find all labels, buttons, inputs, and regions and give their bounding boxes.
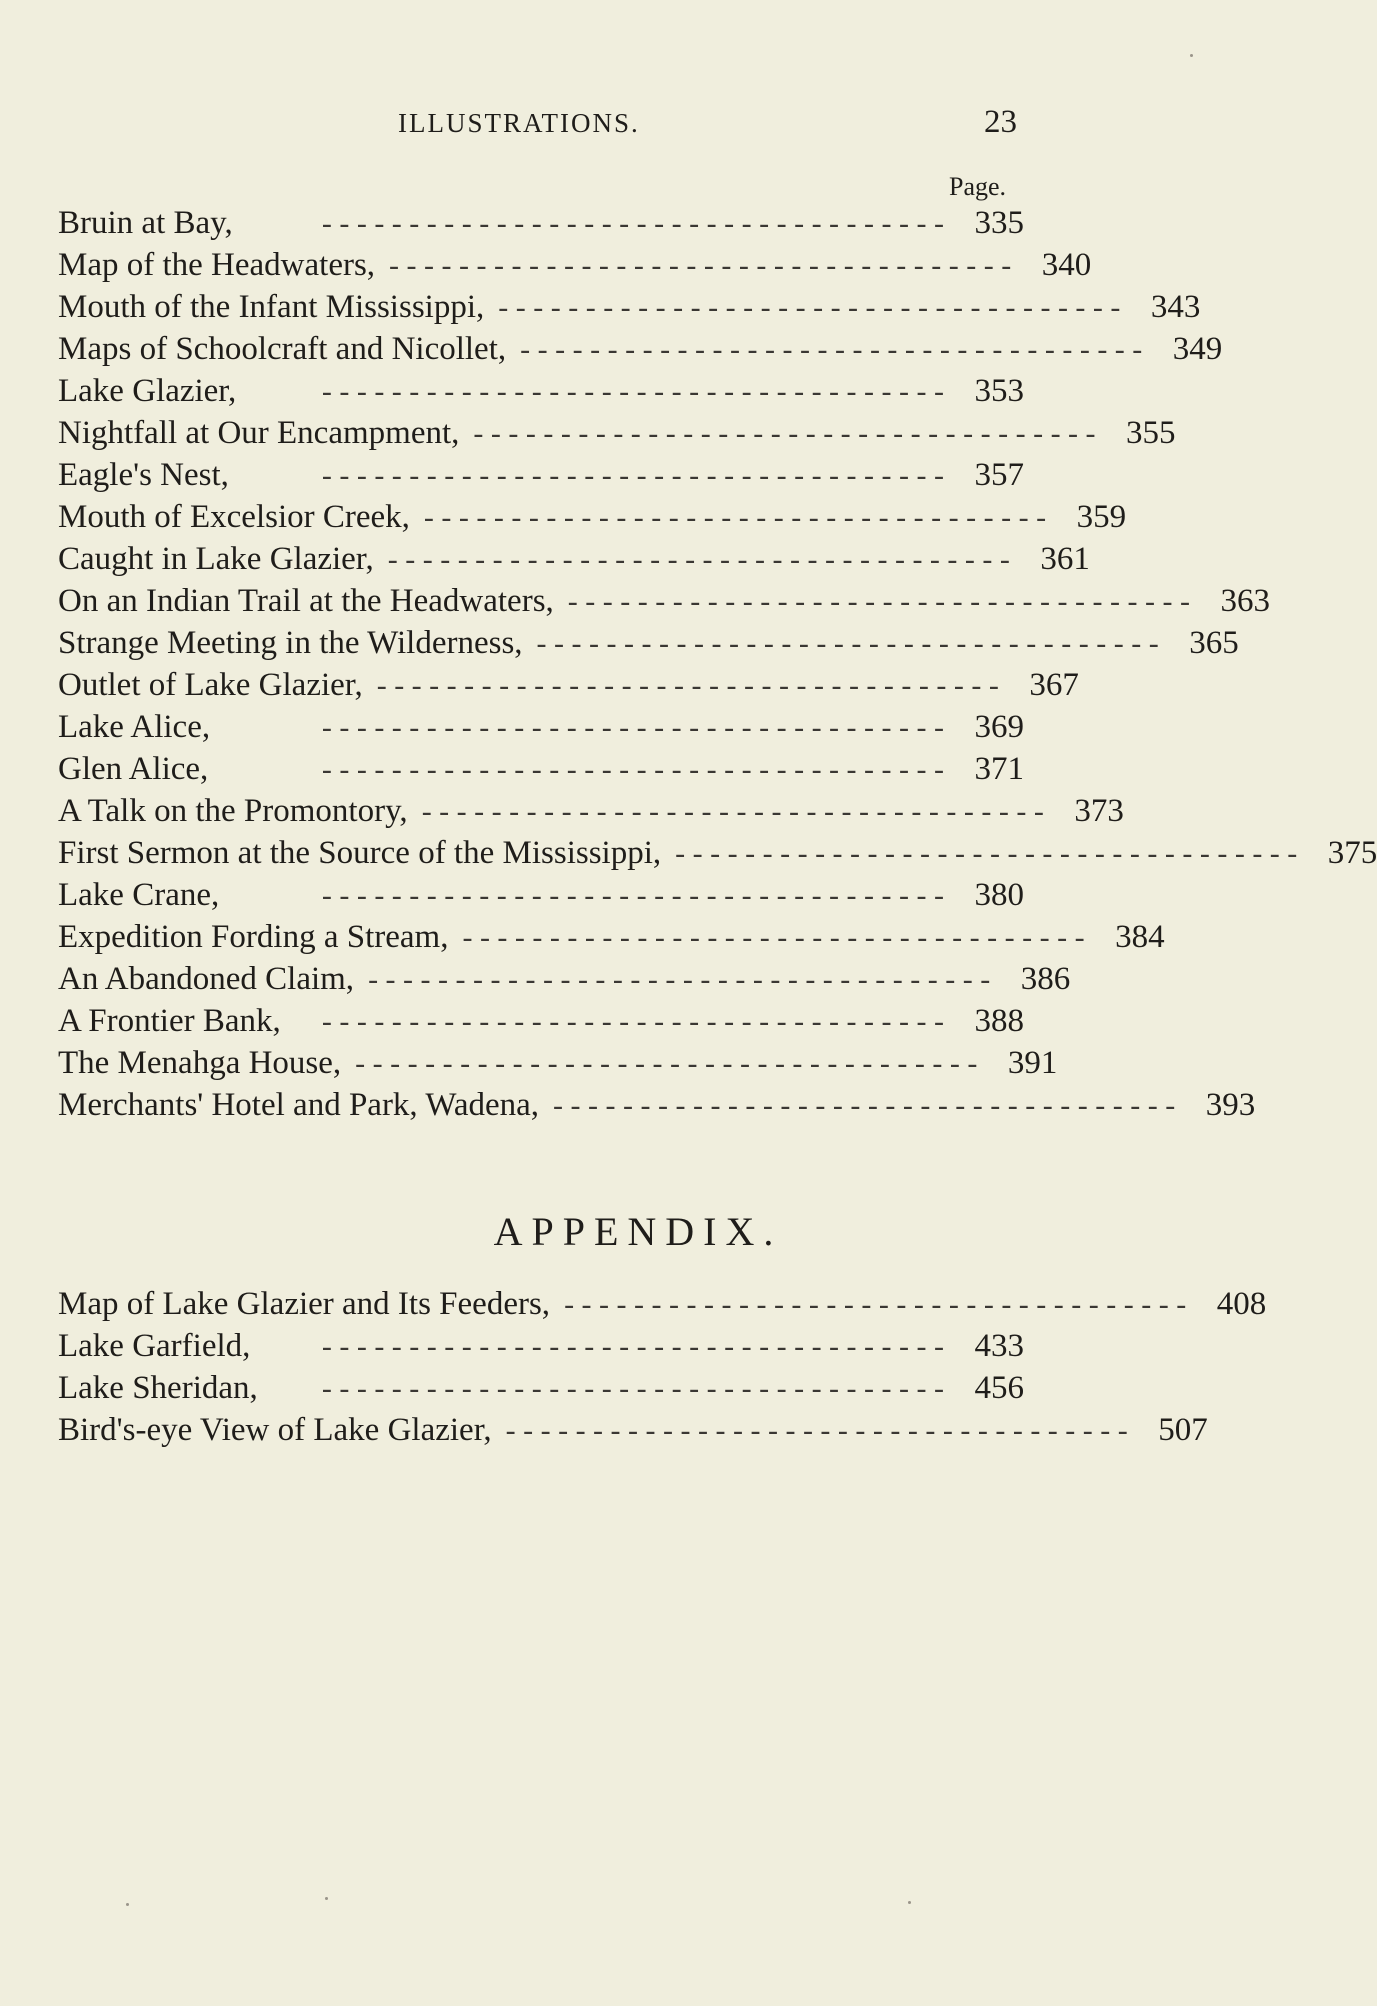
entry-title: Bird's-eye View of Lake Glazier, bbox=[58, 1412, 492, 1448]
paper-speck bbox=[126, 1903, 129, 1906]
entry-title: A Frontier Bank, bbox=[58, 1003, 281, 1039]
dot-leader: - - - - - - - - - - - - - - - - - - - - - - - - - - - - - - - - - - - - bbox=[321, 1372, 944, 1405]
list-item bbox=[58, 370, 1024, 412]
dot-leader: - - - - - - - - - - - - - - - - - - - - - - - - - - - - - - - - - - - - bbox=[473, 417, 1096, 450]
entry-title: Merchants' Hotel and Park, Wadena, bbox=[58, 1087, 540, 1123]
page-column-label: Page. bbox=[949, 172, 1007, 201]
entry-page-number: 335 bbox=[974, 205, 1024, 241]
entry-title: Lake Alice, bbox=[58, 709, 211, 745]
entry-page-number: 367 bbox=[1029, 667, 1079, 703]
entry-page-number: 371 bbox=[974, 751, 1024, 787]
dot-leader: - - - - - - - - - - - - - - - - - - - - - - - - - - - - - - - - - - - - bbox=[505, 1414, 1128, 1447]
entry-page-number: 384 bbox=[1115, 919, 1165, 955]
list-item bbox=[58, 1283, 1267, 1325]
dot-leader: - - - - - - - - - - - - - - - - - - - - - - - - - - - - - - - - - - - - bbox=[520, 333, 1143, 366]
entry-title: Outlet of Lake Glazier, bbox=[58, 667, 363, 703]
entry-page-number: 343 bbox=[1150, 289, 1201, 325]
appendix-list bbox=[58, 1283, 1267, 1451]
list-item bbox=[58, 1042, 1058, 1084]
entry-page-number: 355 bbox=[1126, 415, 1176, 451]
entry-title: Eagle's Nest, bbox=[58, 457, 229, 493]
entry-title: Lake Garfield, bbox=[58, 1328, 251, 1364]
entry-page-number: 380 bbox=[974, 877, 1024, 913]
list-item bbox=[58, 580, 1270, 622]
entry-page-number: 361 bbox=[1040, 541, 1090, 577]
list-item bbox=[58, 286, 1201, 328]
dot-leader: - - - - - - - - - - - - - - - - - - - - - - - - - - - - - - - - - - - - bbox=[567, 585, 1190, 618]
list-item bbox=[58, 958, 1071, 1000]
list-item bbox=[58, 1367, 1024, 1409]
list-item bbox=[58, 874, 1024, 916]
entry-page-number: 357 bbox=[974, 457, 1024, 493]
entry-page-number: 349 bbox=[1172, 331, 1223, 367]
illustrations-list bbox=[58, 202, 1377, 1126]
dot-leader: - - - - - - - - - - - - - - - - - - - - - - - - - - - - - - - - - - - - bbox=[675, 837, 1298, 870]
entry-title: Lake Crane, bbox=[58, 877, 220, 913]
entry-page-number: 369 bbox=[974, 709, 1024, 745]
entry-page-number: 408 bbox=[1216, 1286, 1267, 1322]
list-item bbox=[58, 1409, 1208, 1451]
entry-page-number: 507 bbox=[1158, 1412, 1208, 1448]
entry-title: Mouth of Excelsior Creek, bbox=[58, 499, 410, 535]
entry-page-number: 375 bbox=[1327, 835, 1377, 871]
list-item bbox=[58, 622, 1239, 664]
entry-title: An Abandoned Claim, bbox=[58, 961, 355, 997]
dot-leader: - - - - - - - - - - - - - - - - - - - - - - - - - - - - - - - - - - - - bbox=[462, 921, 1085, 954]
dot-leader: - - - - - - - - - - - - - - - - - - - - - - - - - - - - - - - - - - - - bbox=[355, 1047, 978, 1080]
list-item bbox=[58, 1000, 1024, 1042]
dot-leader: - - - - - - - - - - - - - - - - - - - - - - - - - - - - - - - - - - - - bbox=[536, 627, 1159, 660]
entry-title: First Sermon at the Source of the Mississippi, bbox=[58, 835, 662, 871]
dot-leader: - - - - - - - - - - - - - - - - - - - - - - - - - - - - - - - - - - - - bbox=[321, 753, 944, 786]
entry-page-number: 456 bbox=[974, 1370, 1024, 1406]
dot-leader: - - - - - - - - - - - - - - - - - - - - - - - - - - - - - - - - - - - - bbox=[321, 711, 944, 744]
dot-leader: - - - - - - - - - - - - - - - - - - - - - - - - - - - - - - - - - - - - bbox=[387, 543, 1010, 576]
entry-title: Lake Glazier, bbox=[58, 373, 237, 409]
dot-leader: - - - - - - - - - - - - - - - - - - - - - - - - - - - - - - - - - - - - bbox=[498, 291, 1121, 324]
page-number: 23 bbox=[984, 104, 1017, 140]
entry-title: Mouth of the Infant Mississippi, bbox=[58, 289, 485, 325]
appendix-heading: APPENDIX. bbox=[493, 1209, 783, 1254]
list-item bbox=[58, 706, 1024, 748]
dot-leader: - - - - - - - - - - - - - - - - - - - - - - - - - - - - - - - - - - - - bbox=[321, 1005, 944, 1038]
entry-title: Map of Lake Glazier and Its Feeders, bbox=[58, 1286, 551, 1322]
entry-page-number: 393 bbox=[1205, 1087, 1256, 1123]
entry-page-number: 340 bbox=[1041, 247, 1092, 283]
dot-leader: - - - - - - - - - - - - - - - - - - - - - - - - - - - - - - - - - - - - bbox=[553, 1089, 1176, 1122]
paper-speck bbox=[325, 1897, 328, 1900]
entry-title: A Talk on the Promontory, bbox=[58, 793, 408, 829]
entry-title: Map of the Headwaters, bbox=[58, 247, 376, 283]
dot-leader: - - - - - - - - - - - - - - - - - - - - - - - - - - - - - - - - - - - - bbox=[321, 879, 944, 912]
dot-leader: - - - - - - - - - - - - - - - - - - - - - - - - - - - - - - - - - - - - bbox=[368, 963, 991, 996]
entry-page-number: 359 bbox=[1076, 499, 1127, 535]
dot-leader: - - - - - - - - - - - - - - - - - - - - - - - - - - - - - - - - - - - - bbox=[321, 207, 944, 240]
entry-page-number: 365 bbox=[1189, 625, 1239, 661]
entry-title: Nightfall at Our Encampment, bbox=[58, 415, 460, 451]
entry-title: Lake Sheridan, bbox=[58, 1370, 258, 1406]
entry-title: Bruin at Bay, bbox=[58, 205, 233, 241]
list-item bbox=[58, 916, 1165, 958]
entry-page-number: 391 bbox=[1007, 1045, 1058, 1081]
list-item bbox=[58, 1084, 1256, 1126]
dot-leader: - - - - - - - - - - - - - - - - - - - - - - - - - - - - - - - - - - - - bbox=[421, 795, 1044, 828]
dot-leader: - - - - - - - - - - - - - - - - - - - - - - - - - - - - - - - - - - - - bbox=[321, 1330, 944, 1363]
list-item bbox=[58, 244, 1092, 286]
entry-title: Glen Alice, bbox=[58, 751, 209, 787]
entry-title: On an Indian Trail at the Headwaters, bbox=[58, 583, 554, 619]
list-item bbox=[58, 538, 1090, 580]
entry-page-number: 386 bbox=[1020, 961, 1071, 997]
dot-leader: - - - - - - - - - - - - - - - - - - - - - - - - - - - - - - - - - - - - bbox=[389, 249, 1012, 282]
list-item bbox=[58, 496, 1127, 538]
dot-leader: - - - - - - - - - - - - - - - - - - - - - - - - - - - - - - - - - - - - bbox=[321, 459, 944, 492]
entry-title: Maps of Schoolcraft and Nicollet, bbox=[58, 331, 507, 367]
entry-title: Strange Meeting in the Wilderness, bbox=[58, 625, 523, 661]
paper-speck bbox=[908, 1901, 911, 1904]
running-title: ILLUSTRATIONS. bbox=[398, 108, 640, 138]
dot-leader: - - - - - - - - - - - - - - - - - - - - - - - - - - - - - - - - - - - - bbox=[423, 501, 1047, 534]
list-item bbox=[58, 454, 1024, 496]
list-item bbox=[58, 328, 1223, 370]
dot-leader: - - - - - - - - - - - - - - - - - - - - - - - - - - - - - - - - - - - - bbox=[564, 1288, 1187, 1321]
entry-page-number: 363 bbox=[1220, 583, 1270, 619]
list-item bbox=[58, 202, 1024, 244]
entry-title: Expedition Fording a Stream, bbox=[58, 919, 449, 955]
list-item bbox=[58, 832, 1377, 874]
running-head bbox=[0, 104, 1246, 148]
entry-title: Caught in Lake Glazier, bbox=[58, 541, 374, 577]
dot-leader: - - - - - - - - - - - - - - - - - - - - - - - - - - - - - - - - - - - - bbox=[321, 375, 944, 408]
paper-speck bbox=[1190, 54, 1193, 57]
list-item bbox=[58, 1325, 1024, 1367]
entry-page-number: 353 bbox=[974, 373, 1024, 409]
list-item bbox=[58, 790, 1124, 832]
entry-title: The Menahga House, bbox=[58, 1045, 342, 1081]
list-item bbox=[58, 664, 1079, 706]
list-item bbox=[58, 412, 1176, 454]
entry-page-number: 433 bbox=[974, 1328, 1024, 1364]
dot-leader: - - - - - - - - - - - - - - - - - - - - - - - - - - - - - - - - - - - - bbox=[376, 669, 999, 702]
entry-page-number: 373 bbox=[1074, 793, 1124, 829]
entry-page-number: 388 bbox=[974, 1003, 1024, 1039]
list-item bbox=[58, 748, 1024, 790]
